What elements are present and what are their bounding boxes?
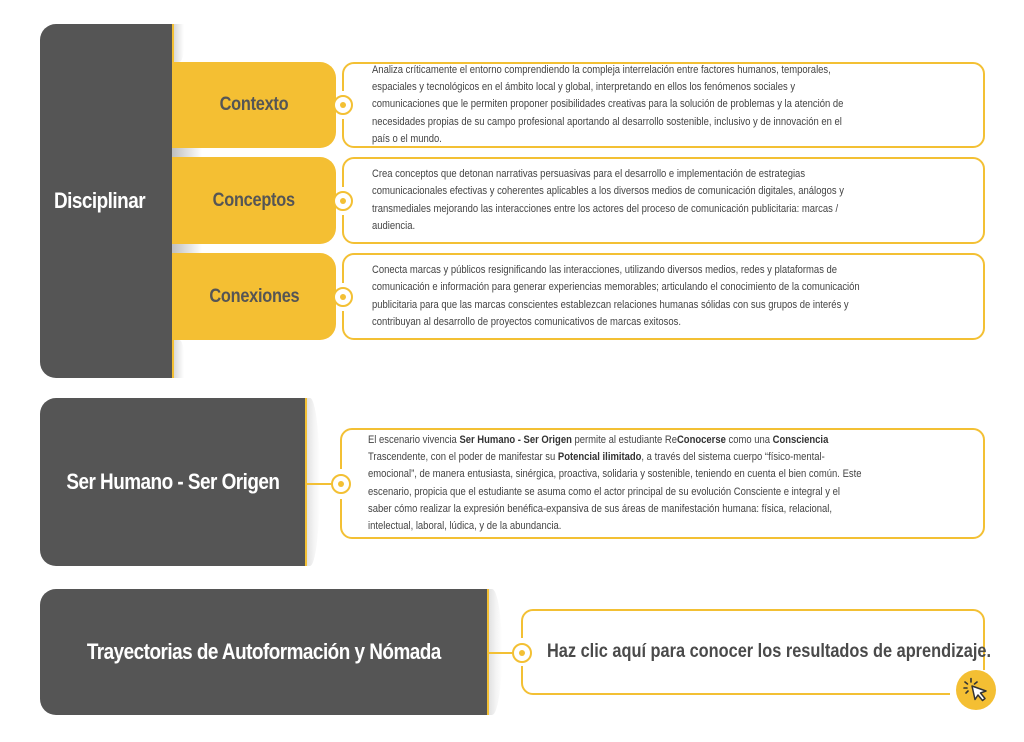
tab-gap-shade [172, 340, 184, 378]
connector-dot-icon [512, 643, 532, 663]
connector-dot-icon [333, 191, 353, 211]
cursor-click-glyph-icon [962, 676, 990, 704]
ser-humano-edge [305, 398, 307, 566]
connector-dot-icon [331, 474, 351, 494]
tab-gap-shade [172, 148, 202, 157]
ser-humano-block [40, 398, 306, 566]
tab-conexiones [172, 253, 336, 340]
disciplinar-block [40, 24, 172, 378]
body-text: El escenario vivencia [368, 433, 460, 446]
disciplinar-title: Disciplinar [54, 188, 146, 213]
tab-gap-shade [172, 244, 202, 253]
tab-conceptos [172, 157, 336, 244]
learning-results-link-text[interactable]: Haz clic aquí para conocer los resultados de aprendizaje. [547, 641, 992, 663]
body-text: Trascendente, con el poder de manifestar su [368, 450, 558, 463]
conexiones-description-box [342, 253, 985, 340]
body-text: como una [725, 433, 773, 446]
connector-dot-icon [333, 287, 353, 307]
emphasis-text: Conocerse [676, 433, 726, 446]
ser-humano-description-box [340, 428, 985, 539]
conceptos-description-box [342, 157, 985, 244]
ser-humano-description [368, 432, 864, 536]
tab-conexiones-label: Conexiones [208, 285, 300, 307]
learning-results-link[interactable] [521, 609, 992, 695]
emphasis-text: Potencial ilimitado [557, 450, 642, 463]
tab-contexto-label: Contexto [219, 94, 289, 115]
body-text: , a través del sistema cuerpo “físico-mental-emocional”, de manera entusiasta, sinérgica, proactiva, solidaria y sostenible, teniendo en cuenta el bien común. Este escenario, propicia que el estudiante se asuma como el actor principal de su evolución Consciente e integral y el saber cómo realizar la expresión benéfica-expansiva de sus áreas de manifestación humana: física, relacional, intelectual, laboral, lúdica, y de la abundancia. [368, 450, 862, 533]
cursor-click-icon[interactable] [956, 670, 996, 710]
trayectorias-block [40, 589, 488, 715]
conexiones-description: Conecta marcas y públicos resignificando las interacciones, utilizando diversos medios, redes y plataformas de comunicación e información para generar experiencias memorables; articulando el conocimiento de la comunicación publicitaria para que las marcas conscientes establezcan relaciones humanas sólidas con sus grupos de interés y contribuyan al desarrollo de proyectos comunicativos de marcas exitosos. [372, 263, 860, 328]
emphasis-text: Consciencia [772, 433, 829, 446]
contexto-description: Analiza críticamente el entorno comprendiendo la compleja interrelación entre factores humanos, temporales, espaciales y tecnológicos en el ámbito local y global, interpretando en ellos los fenómenos sociales y comunicaciones que le permiten proponer posibilidades creativas para la solución de problemas y la atención de necesidades propias de su campo profesional aportando al desarrollo sostenible, inclusivo y de innovación en el país o el mundo. [372, 63, 844, 145]
body-text: permite al estudiante Re [571, 433, 677, 446]
conceptos-description: Crea conceptos que detonan narrativas persuasivas para el desarrollo e implementación de estrategias comunicacionales efectivas y coherentes aplicables a los diversos medios de comunicación digitales, análogos y transmediales mejorando las interacciones entre los actores del proceso de comunicación publicitaria: marcas / audiencia. [372, 167, 844, 232]
trayectorias-title: Trayectorias de Autoformación y Nómada [87, 639, 441, 664]
tab-contexto [172, 62, 336, 148]
emphasis-text: Ser Humano - Ser Origen [459, 433, 572, 446]
contexto-description-box [342, 62, 985, 148]
tab-conceptos-label: Conceptos [212, 189, 296, 211]
connector-dot-icon [333, 95, 353, 115]
tab-gap-shade [172, 24, 184, 62]
ser-humano-title: Ser Humano - Ser Origen [66, 469, 280, 494]
